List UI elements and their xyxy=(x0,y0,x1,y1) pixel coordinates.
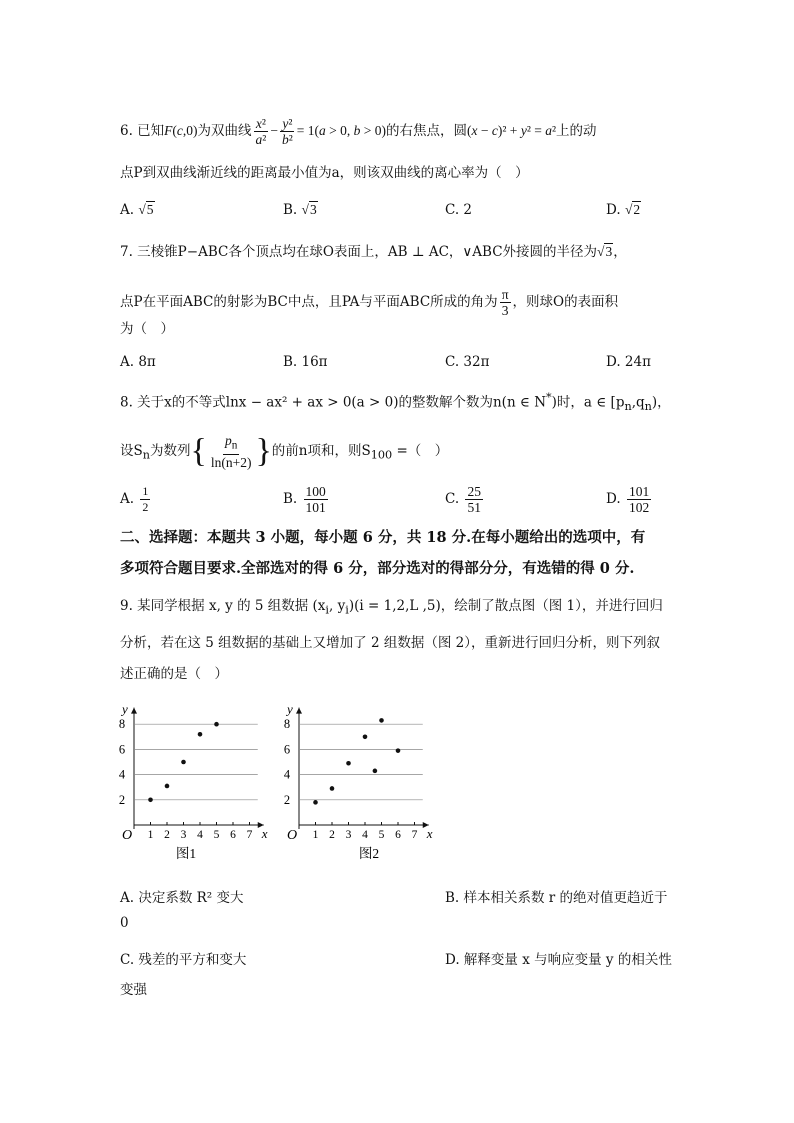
x-tick-label: 5 xyxy=(378,829,385,841)
q6-focus-expr: F xyxy=(164,123,173,138)
section2-heading-line2: 多项符合题目要求.全部选对的得 6 分，部分选对的得部分分，有选错的得 0 分. xyxy=(120,560,635,577)
q6-hyperbola-frac2: $\frac{\text{y²}}{\text{b²}}$ xyxy=(281,116,293,147)
q6-text-d: 上的动 xyxy=(556,123,597,139)
x-tick-label: 4 xyxy=(362,829,368,841)
q6-text-b: 为双曲线 xyxy=(197,123,252,139)
q6-option-b: B. √3 xyxy=(283,202,317,218)
q7-line1: 7. 三棱锥P−ABC各个顶点均在球O表面上，AB ⊥ AC，∨ABC外接圆的半径为√3， xyxy=(120,244,627,260)
q7-option-a: A. 8π xyxy=(120,354,156,370)
y-axis-label: y xyxy=(122,701,128,717)
q8-sequence-frac: $\frac{p_n}{\ln(n+2)}$ xyxy=(210,433,252,470)
q6-text-c: 的右焦点，圆 xyxy=(386,123,468,139)
data-point xyxy=(373,769,378,774)
data-point xyxy=(396,748,401,753)
q9-option-b: B. 样本相关系数 r 的绝对值更趋近于 xyxy=(445,890,668,906)
q6-option-d: D. √2 xyxy=(606,202,641,218)
x-tick-label: 4 xyxy=(197,829,203,841)
data-point xyxy=(346,761,351,766)
x-axis-label: x xyxy=(261,826,268,841)
q6-hyperbola-frac1: $\frac{\text{x²}}{\text{a²}}$ xyxy=(255,116,267,147)
y-axis-label: y xyxy=(287,701,293,717)
scatter-plot-figure-1 xyxy=(110,695,285,870)
q9-option-a: A. 决定系数 R² 变大 xyxy=(120,890,244,906)
q6-line2: 点P到双曲线渐近线的距离最小值为a，则该双曲线的离心率为（ ） xyxy=(120,165,529,181)
y-tick-label: 2 xyxy=(283,792,291,807)
y-tick-label: 8 xyxy=(118,717,126,732)
y-tick-label: 8 xyxy=(283,717,291,732)
x-tick-label: 3 xyxy=(345,829,352,841)
q8-option-d: D. $\frac{101}{102}$ xyxy=(606,484,650,515)
x-tick-label: 2 xyxy=(329,829,335,841)
q6-line1: 6. 已知F(c,0)为双曲线 $\frac{\text{x²}}{\text{a²}}$ − $\frac{\text{y²}}{\text{b²}}$ = 1(a > 0, b > 0)的右焦点，圆(x − c)² + y² = a²上的动 xyxy=(120,116,597,147)
data-point xyxy=(363,735,368,740)
x-tick-label: 6 xyxy=(230,829,236,841)
q9-option-c: C. 残差的平方和变大 xyxy=(120,952,247,968)
q9-line1: 9. 某同学根据 x, y 的 5 组数据 ($x_i$, $y_i)(i = 1,2,L$ ,5)，绘制了散点图（图 1），并进行回归 xyxy=(120,598,663,617)
x-tick-label: 3 xyxy=(180,829,187,841)
origin-label: O xyxy=(287,828,298,843)
q7-option-b: B. 16π xyxy=(283,354,328,370)
q8-option-c: C. $\frac{25}{51}$ xyxy=(445,484,481,515)
q8-option-b: B. $\frac{100}{101}$ xyxy=(283,484,326,515)
x-tick-label: 6 xyxy=(395,829,401,841)
y-tick-label: 4 xyxy=(118,767,126,782)
y-tick-label: 2 xyxy=(118,792,126,807)
x-tick-label: 2 xyxy=(164,829,170,841)
x-tick-label: 5 xyxy=(213,829,220,841)
figure-caption: 图2 xyxy=(358,846,380,861)
origin-label: O xyxy=(122,828,133,843)
data-point xyxy=(181,760,186,765)
section2-heading-line1: 二、选择题：本题共 3 小题，每小题 6 分，共 18 分.在每小题给出的选项中，有 xyxy=(120,529,646,546)
q7-line3: 为（ ） xyxy=(120,321,174,337)
y-axis-arrow xyxy=(296,708,302,714)
x-tick-label: 1 xyxy=(147,829,154,841)
x-tick-label: 7 xyxy=(411,829,418,841)
data-point xyxy=(214,722,219,727)
data-point xyxy=(379,718,384,723)
y-tick-label: 6 xyxy=(283,742,291,757)
q6-option-c: C. 2 xyxy=(445,202,473,218)
x-tick-label: 1 xyxy=(312,829,319,841)
x-axis-label: x xyxy=(426,826,433,841)
y-axis-arrow xyxy=(131,708,137,714)
data-point xyxy=(313,800,318,805)
y-tick-label: 4 xyxy=(283,767,291,782)
scatter-plot-figure-2 xyxy=(275,695,450,870)
q9-line3: 述正确的是（ ） xyxy=(120,666,228,682)
q7-option-d: D. 24π xyxy=(606,354,651,370)
q9-option-d: D. 解释变量 x 与响应变量 y 的相关性 xyxy=(445,952,672,968)
y-tick-label: 6 xyxy=(118,742,126,757)
q8-line2: 设$S_n$为数列{ $\frac{p_n}{\ln(n+2)}$ }的前n项和，则$S_{100}$ =（ ） xyxy=(120,432,449,470)
q7-line2: 点P在平面ABC的射影为BC中点，且PA与平面ABC所成的角为 $\frac{\pi}{3}$ ，则球O的表面积 xyxy=(120,287,619,318)
data-point xyxy=(165,784,170,789)
q6-option-a: A. √5 xyxy=(120,202,154,218)
q7-angle-frac: $\frac{\pi}{3}$ xyxy=(501,287,509,318)
q8-line1: 8. 关于x的不等式lnx − ax² + ax > 0(a > 0)的整数解个数为n(n ∈ N*)时，a ∈ $[p_n,q_n)$， xyxy=(120,391,671,414)
data-point xyxy=(198,732,203,737)
q9-option-d-continued: 变强 xyxy=(120,982,147,998)
q8-option-a: A. $\frac{1}{2}$ xyxy=(120,484,149,514)
data-point xyxy=(330,786,335,791)
q9-option-b-continued: 0 xyxy=(120,915,129,931)
data-point xyxy=(148,798,153,803)
q9-line2: 分析，若在这 5 组数据的基础上又增加了 2 组数据（图 2），重新进行回归分析，则下列叙 xyxy=(120,635,660,651)
x-tick-label: 7 xyxy=(246,829,253,841)
q6-text: 6. 已知 xyxy=(120,123,165,139)
figure-caption: 图1 xyxy=(175,846,197,861)
q7-option-c: C. 32π xyxy=(445,354,490,370)
